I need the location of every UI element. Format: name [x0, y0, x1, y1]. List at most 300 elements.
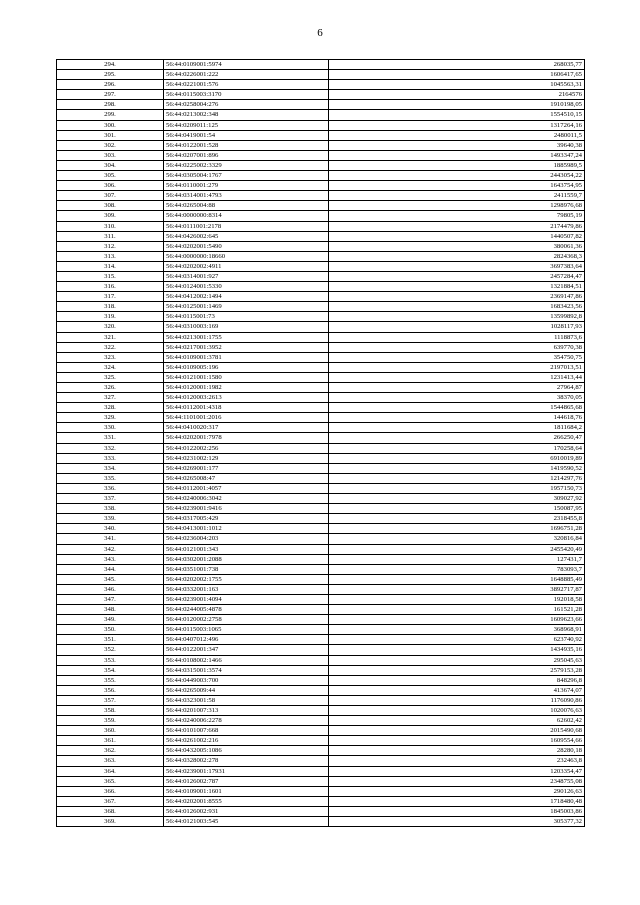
table-row	[57, 221, 585, 231]
row-number-cell: 355.	[57, 675, 164, 685]
row-number-cell: 299.	[57, 110, 164, 120]
cadastral-number-cell: 56:44:0126002:931	[164, 806, 329, 816]
row-number-cell: 366.	[57, 786, 164, 796]
cadastral-number-cell: 56:44:0317005:429	[164, 514, 329, 524]
cadastral-value-cell: 1214297,76	[329, 473, 585, 483]
cadastral-value-cell: 1298976,68	[329, 201, 585, 211]
cadastral-value-cell: 192018,58	[329, 594, 585, 604]
row-number-cell: 344.	[57, 564, 164, 574]
cadastral-number-cell: 56:44:0111001:2178	[164, 221, 329, 231]
table-row	[57, 615, 585, 625]
table-row	[57, 494, 585, 504]
row-number-cell: 350.	[57, 625, 164, 635]
cadastral-number-cell: 56:44:0226001:222	[164, 70, 329, 80]
cadastral-value-cell: 1606417,65	[329, 70, 585, 80]
table-row	[57, 282, 585, 292]
row-number-cell: 351.	[57, 635, 164, 645]
table-row	[57, 584, 585, 594]
cadastral-number-cell: 56:44:0000000:8314	[164, 211, 329, 221]
row-number-cell: 369.	[57, 817, 164, 827]
row-number-cell: 315.	[57, 271, 164, 281]
row-number-cell: 359.	[57, 716, 164, 726]
table-row	[57, 292, 585, 302]
table-row	[57, 342, 585, 352]
table-row	[57, 534, 585, 544]
cadastral-number-cell: 56:44:0122001:528	[164, 140, 329, 150]
table-row	[57, 362, 585, 372]
cadastral-number-cell: 56:44:0122002:256	[164, 443, 329, 453]
row-number-cell: 327.	[57, 393, 164, 403]
cadastral-value-cell: 2369147,86	[329, 292, 585, 302]
cadastral-value-cell: 295045,63	[329, 655, 585, 665]
cadastral-number-cell: 56:44:0236004:203	[164, 534, 329, 544]
row-number-cell: 313.	[57, 251, 164, 261]
cadastral-number-cell: 56:44:0121001:343	[164, 544, 329, 554]
table-row	[57, 80, 585, 90]
cadastral-value-cell: 1203354,47	[329, 766, 585, 776]
cadastral-number-cell: 56:44:0109001:5974	[164, 60, 329, 70]
cadastral-value-cell: 1910198,05	[329, 100, 585, 110]
row-number-cell: 296.	[57, 80, 164, 90]
cadastral-value-cell: 2457284,47	[329, 271, 585, 281]
cadastral-value-cell: 266250,47	[329, 433, 585, 443]
table-row	[57, 685, 585, 695]
row-number-cell: 326.	[57, 383, 164, 393]
cadastral-number-cell: 56:44:0351001:738	[164, 564, 329, 574]
cadastral-value-cell: 1609554,66	[329, 736, 585, 746]
cadastral-number-cell: 56:44:0315001:3574	[164, 665, 329, 675]
row-number-cell: 347.	[57, 594, 164, 604]
table-row	[57, 756, 585, 766]
table-row	[57, 241, 585, 251]
cadastral-number-cell: 56:44:0413001:1012	[164, 524, 329, 534]
cadastral-number-cell: 56:44:0407012:496	[164, 635, 329, 645]
row-number-cell: 357.	[57, 695, 164, 705]
cadastral-value-cell: 368968,91	[329, 625, 585, 635]
cadastral-number-cell: 56:44:0115003:1065	[164, 625, 329, 635]
cadastral-value-cell: 1845003,86	[329, 806, 585, 816]
cadastral-number-cell: 56:44:0419001:54	[164, 130, 329, 140]
cadastral-value-cell: 1609623,66	[329, 615, 585, 625]
row-number-cell: 297.	[57, 90, 164, 100]
row-number-cell: 305.	[57, 171, 164, 181]
table-row	[57, 463, 585, 473]
row-number-cell: 308.	[57, 201, 164, 211]
cadastral-value-cell: 1696751,28	[329, 524, 585, 534]
row-number-cell: 356.	[57, 685, 164, 695]
cadastral-value-cell: 1544865,68	[329, 403, 585, 413]
row-number-cell: 321.	[57, 332, 164, 342]
cadastral-value-cell: 1957150,73	[329, 483, 585, 493]
cadastral-number-cell: 56:44:0240006:3042	[164, 494, 329, 504]
cadastral-value-cell: 290126,63	[329, 786, 585, 796]
cadastral-value-cell: 1020076,63	[329, 706, 585, 716]
table-row	[57, 100, 585, 110]
table-row	[57, 473, 585, 483]
table-row	[57, 302, 585, 312]
cadastral-number-cell: 56:44:0126002:787	[164, 776, 329, 786]
row-number-cell: 307.	[57, 191, 164, 201]
cadastral-number-cell: 56:44:0432005:1086	[164, 746, 329, 756]
cadastral-number-cell: 56:44:0209011:125	[164, 120, 329, 130]
cadastral-number-cell: 56:44:0217001:3952	[164, 342, 329, 352]
row-number-cell: 298.	[57, 100, 164, 110]
cadastral-value-cell: 354750,75	[329, 352, 585, 362]
page-number: 6	[317, 27, 323, 39]
row-number-cell: 365.	[57, 776, 164, 786]
row-number-cell: 329.	[57, 413, 164, 423]
cadastral-number-cell: 56:44:0202001:8555	[164, 796, 329, 806]
cadastral-value-cell: 79805,19	[329, 211, 585, 221]
cadastral-value-cell: 6910019,89	[329, 453, 585, 463]
table-row	[57, 70, 585, 80]
cadastral-value-cell: 3892717,87	[329, 584, 585, 594]
cadastral-number-cell: 56:44:0112001:4057	[164, 483, 329, 493]
cadastral-value-cell: 1176090,86	[329, 695, 585, 705]
row-number-cell: 301.	[57, 130, 164, 140]
table-row	[57, 211, 585, 221]
row-number-cell: 338.	[57, 504, 164, 514]
cadastral-value-cell: 161521,28	[329, 605, 585, 615]
table-row	[57, 322, 585, 332]
row-number-cell: 343.	[57, 554, 164, 564]
cadastral-value-cell: 848296,8	[329, 675, 585, 685]
cadastral-value-cell: 127431,7	[329, 554, 585, 564]
cadastral-number-cell: 56:44:0305004:1767	[164, 171, 329, 181]
table-row	[57, 160, 585, 170]
table-row	[57, 736, 585, 746]
row-number-cell: 312.	[57, 241, 164, 251]
row-number-cell: 323.	[57, 352, 164, 362]
table-row	[57, 140, 585, 150]
table-row	[57, 504, 585, 514]
cadastral-number-cell: 56:44:0124001:5330	[164, 282, 329, 292]
table-row	[57, 423, 585, 433]
row-number-cell: 363.	[57, 756, 164, 766]
cadastral-value-cell: 1434935,16	[329, 645, 585, 655]
cadastral-number-cell: 56:44:0310003:169	[164, 322, 329, 332]
row-number-cell: 304.	[57, 160, 164, 170]
table-row	[57, 110, 585, 120]
cadastral-value-cell: 1440507,82	[329, 231, 585, 241]
table-row	[57, 796, 585, 806]
row-number-cell: 310.	[57, 221, 164, 231]
row-number-cell: 294.	[57, 60, 164, 70]
table-row	[57, 171, 585, 181]
table-body	[57, 60, 585, 827]
row-number-cell: 360.	[57, 726, 164, 736]
cadastral-number-cell: 56:44:0109005:196	[164, 362, 329, 372]
row-number-cell: 346.	[57, 584, 164, 594]
table-row	[57, 564, 585, 574]
cadastral-number-cell: 56:44:0265008:47	[164, 473, 329, 483]
cadastral-number-cell: 56:44:0109001:1601	[164, 786, 329, 796]
table-row	[57, 544, 585, 554]
table-row	[57, 372, 585, 382]
cadastral-number-cell: 56:44:0269001:177	[164, 463, 329, 473]
cadastral-number-cell: 56:44:0239001:9416	[164, 504, 329, 514]
cadastral-value-cell: 2480011,5	[329, 130, 585, 140]
cadastral-number-cell: 56:44:0213001:1755	[164, 332, 329, 342]
cadastral-number-cell: 56:44:0410020:317	[164, 423, 329, 433]
row-number-cell: 320.	[57, 322, 164, 332]
cadastral-number-cell: 56:44:0120003:2613	[164, 393, 329, 403]
cadastral-value-cell: 2197013,51	[329, 362, 585, 372]
cadastral-number-cell: 56:44:0121001:1580	[164, 372, 329, 382]
cadastral-number-cell: 56:44:0449003:700	[164, 675, 329, 685]
table-row	[57, 332, 585, 342]
table-row	[57, 746, 585, 756]
cadastral-value-cell: 309027,92	[329, 494, 585, 504]
cadastral-number-cell: 56:44:0302001:2088	[164, 554, 329, 564]
cadastral-number-cell: 56:44:0314001:927	[164, 271, 329, 281]
cadastral-value-cell: 1718480,48	[329, 796, 585, 806]
table-row	[57, 706, 585, 716]
table-row	[57, 716, 585, 726]
table-row	[57, 594, 585, 604]
cadastral-value-cell: 144618,76	[329, 413, 585, 423]
row-number-cell: 332.	[57, 443, 164, 453]
row-number-cell: 300.	[57, 120, 164, 130]
row-number-cell: 361.	[57, 736, 164, 746]
cadastral-value-cell: 27964,87	[329, 383, 585, 393]
cadastral-number-cell: 56:44:0115001:73	[164, 312, 329, 322]
row-number-cell: 319.	[57, 312, 164, 322]
cadastral-value-cell: 13599892,8	[329, 312, 585, 322]
cadastral-number-cell: 56:44:0112001:4318	[164, 403, 329, 413]
cadastral-value-cell: 2318455,8	[329, 514, 585, 524]
cadastral-number-cell: 56:44:0115003:3170	[164, 90, 329, 100]
row-number-cell: 330.	[57, 423, 164, 433]
cadastral-value-cell: 3697383,64	[329, 261, 585, 271]
table-row	[57, 443, 585, 453]
row-number-cell: 317.	[57, 292, 164, 302]
cadastral-value-cell: 1118873,6	[329, 332, 585, 342]
table-row	[57, 675, 585, 685]
cadastral-value-cell: 62602,42	[329, 716, 585, 726]
table-row	[57, 201, 585, 211]
row-number-cell: 341.	[57, 534, 164, 544]
cadastral-value-cell: 413674,07	[329, 685, 585, 695]
row-number-cell: 337.	[57, 494, 164, 504]
cadastral-value-cell: 639770,38	[329, 342, 585, 352]
cadastral-value-cell: 2455420,49	[329, 544, 585, 554]
cadastral-value-cell: 150087,95	[329, 504, 585, 514]
cadastral-value-cell: 1028117,93	[329, 322, 585, 332]
cadastral-number-cell: 56:44:0261002:216	[164, 736, 329, 746]
table-row	[57, 352, 585, 362]
cadastral-number-cell: 56:44:0225002:3329	[164, 160, 329, 170]
cadastral-number-cell: 56:44:0239001:4094	[164, 594, 329, 604]
table-row	[57, 60, 585, 70]
cadastral-value-cell: 623740,92	[329, 635, 585, 645]
cadastral-number-cell: 56:44:0202002:4911	[164, 261, 329, 271]
row-number-cell: 348.	[57, 605, 164, 615]
row-number-cell: 349.	[57, 615, 164, 625]
cadastral-value-cell: 1683423,56	[329, 302, 585, 312]
cadastral-value-cell: 1045563,31	[329, 80, 585, 90]
cadastral-value-cell: 28280,18	[329, 746, 585, 756]
cadastral-value-cell: 2579153,28	[329, 665, 585, 675]
row-number-cell: 368.	[57, 806, 164, 816]
cadastral-number-cell: 56:44:1101001:2016	[164, 413, 329, 423]
cadastral-number-cell: 56:44:0207001:896	[164, 150, 329, 160]
table-row	[57, 90, 585, 100]
table-row	[57, 806, 585, 816]
row-number-cell: 303.	[57, 150, 164, 160]
table-row	[57, 574, 585, 584]
row-number-cell: 324.	[57, 362, 164, 372]
table-row	[57, 403, 585, 413]
row-number-cell: 295.	[57, 70, 164, 80]
row-number-cell: 352.	[57, 645, 164, 655]
cadastral-number-cell: 56:44:0108002:1466	[164, 655, 329, 665]
cadastral-value-cell: 232463,8	[329, 756, 585, 766]
cadastral-value-cell: 39640,38	[329, 140, 585, 150]
cadastral-number-cell: 56:44:0239001:17931	[164, 766, 329, 776]
cadastral-number-cell: 56:44:0265004:88	[164, 201, 329, 211]
cadastral-number-cell: 56:44:0202001:5490	[164, 241, 329, 251]
cadastral-value-cell: 2015490,68	[329, 726, 585, 736]
cadastral-value-cell: 170258,64	[329, 443, 585, 453]
cadastral-value-cell: 1419590,52	[329, 463, 585, 473]
table-row	[57, 181, 585, 191]
row-number-cell: 334.	[57, 463, 164, 473]
row-number-cell: 316.	[57, 282, 164, 292]
table-row	[57, 393, 585, 403]
row-number-cell: 367.	[57, 796, 164, 806]
table-row	[57, 776, 585, 786]
row-number-cell: 325.	[57, 372, 164, 382]
table-row	[57, 817, 585, 827]
table-row	[57, 251, 585, 261]
row-number-cell: 309.	[57, 211, 164, 221]
row-number-cell: 339.	[57, 514, 164, 524]
table-row	[57, 191, 585, 201]
cadastral-number-cell: 56:44:0240006:2278	[164, 716, 329, 726]
cadastral-number-cell: 56:44:0109001:3781	[164, 352, 329, 362]
cadastral-value-cell: 2164576	[329, 90, 585, 100]
cadastral-number-cell: 56:44:0332001:163	[164, 584, 329, 594]
cadastral-value-cell: 320816,84	[329, 534, 585, 544]
row-number-cell: 318.	[57, 302, 164, 312]
cadastral-number-cell: 56:44:0314001:4793	[164, 191, 329, 201]
row-number-cell: 328.	[57, 403, 164, 413]
row-number-cell: 322.	[57, 342, 164, 352]
row-number-cell: 345.	[57, 574, 164, 584]
cadastral-number-cell: 56:44:0221001:576	[164, 80, 329, 90]
cadastral-number-cell: 56:44:0323001:58	[164, 695, 329, 705]
row-number-cell: 364.	[57, 766, 164, 776]
cadastral-number-cell: 56:44:0122001:347	[164, 645, 329, 655]
table-row	[57, 665, 585, 675]
table-row	[57, 312, 585, 322]
cadastral-value-cell: 1643754,95	[329, 181, 585, 191]
cadastral-number-cell: 56:44:0101007:668	[164, 726, 329, 736]
table-row	[57, 130, 585, 140]
table-row	[57, 695, 585, 705]
table-row	[57, 786, 585, 796]
table-row	[57, 271, 585, 281]
row-number-cell: 331.	[57, 433, 164, 443]
cadastral-value-cell: 1317264,16	[329, 120, 585, 130]
table-row	[57, 655, 585, 665]
cadastral-number-cell: 56:44:0120001:1982	[164, 383, 329, 393]
row-number-cell: 335.	[57, 473, 164, 483]
row-number-cell: 306.	[57, 181, 164, 191]
cadastral-value-cell: 1554510,15	[329, 110, 585, 120]
table-row	[57, 150, 585, 160]
cadastral-number-cell: 56:44:0412002:1494	[164, 292, 329, 302]
cadastral-value-cell: 1811684,2	[329, 423, 585, 433]
cadastral-value-cell: 305377,32	[329, 817, 585, 827]
cadastral-number-cell: 56:44:0328002:278	[164, 756, 329, 766]
table-row	[57, 766, 585, 776]
table-row	[57, 383, 585, 393]
cadastral-number-cell: 56:44:0125001:1469	[164, 302, 329, 312]
row-number-cell: 362.	[57, 746, 164, 756]
cadastral-value-cell: 1321884,51	[329, 282, 585, 292]
table-row	[57, 625, 585, 635]
row-number-cell: 333.	[57, 453, 164, 463]
row-number-cell: 354.	[57, 665, 164, 675]
cadastral-value-cell: 2824368,3	[329, 251, 585, 261]
cadastral-number-cell: 56:44:0120002:2758	[164, 615, 329, 625]
row-number-cell: 311.	[57, 231, 164, 241]
table-row	[57, 554, 585, 564]
row-number-cell: 302.	[57, 140, 164, 150]
cadastral-value-cell: 38370,05	[329, 393, 585, 403]
cadastral-value-cell: 2348755,08	[329, 776, 585, 786]
cadastral-number-cell: 56:44:0000000:18660	[164, 251, 329, 261]
table-row	[57, 453, 585, 463]
cadastral-number-cell: 56:44:0258004:276	[164, 100, 329, 110]
cadastral-value-cell: 380061,36	[329, 241, 585, 251]
table-row	[57, 413, 585, 423]
cadastral-value-cell: 2411559,7	[329, 191, 585, 201]
table-row	[57, 433, 585, 443]
row-number-cell: 336.	[57, 483, 164, 493]
table-row	[57, 483, 585, 493]
row-number-cell: 342.	[57, 544, 164, 554]
row-number-cell: 353.	[57, 655, 164, 665]
table-row	[57, 514, 585, 524]
cadastral-number-cell: 56:44:0201007:313	[164, 706, 329, 716]
cadastral-value-cell: 2443054,22	[329, 171, 585, 181]
cadastral-number-cell: 56:44:0231002:129	[164, 453, 329, 463]
row-number-cell: 340.	[57, 524, 164, 534]
table-row	[57, 726, 585, 736]
cadastral-number-cell: 56:44:0265009:44	[164, 685, 329, 695]
cadastral-number-cell: 56:44:0121003:545	[164, 817, 329, 827]
cadastral-number-cell: 56:44:0110001:279	[164, 181, 329, 191]
cadastral-value-cell: 1231413,44	[329, 372, 585, 382]
cadastral-value-cell: 783093,7	[329, 564, 585, 574]
cadastral-value-cell: 268035,77	[329, 60, 585, 70]
table-row	[57, 635, 585, 645]
table-row	[57, 261, 585, 271]
table-row	[57, 231, 585, 241]
cadastral-value-cell: 2174479,86	[329, 221, 585, 231]
cadastral-number-cell: 56:44:0426002:645	[164, 231, 329, 241]
row-number-cell: 358.	[57, 706, 164, 716]
table-row	[57, 645, 585, 655]
cadastral-value-cell: 1493347,24	[329, 150, 585, 160]
cadastral-number-cell: 56:44:0202002:1755	[164, 574, 329, 584]
cadastral-number-cell: 56:44:0202001:7978	[164, 433, 329, 443]
cadastral-value-cell: 1648885,49	[329, 574, 585, 584]
cadastral-value-cell: 1885989,5	[329, 160, 585, 170]
